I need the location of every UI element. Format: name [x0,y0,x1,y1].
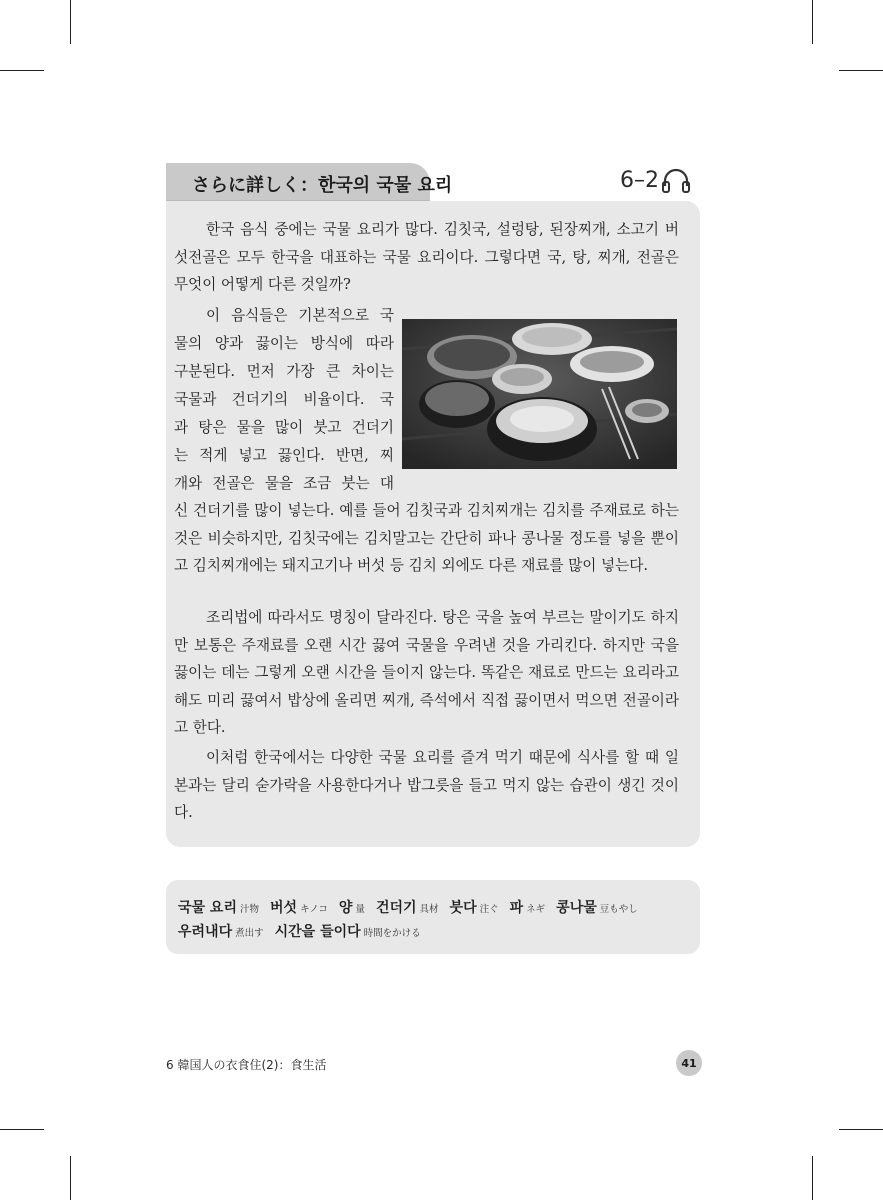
vocab-korean: 콩나물 [556,900,597,916]
vocab-line-2 [178,921,432,941]
vocab-korean: 건더기 [375,900,417,916]
paragraph-2-line: 이 음식들은 기본적으로 국 [206,307,394,324]
paragraph-2-line: 구분된다. 먼저 가장 큰 차이는 [174,363,394,380]
paragraph-2-line: 과 탕은 물을 많이 붓고 건더기 [174,419,394,436]
paragraph-2-line: 개와 전골은 물을 조금 붓는 대 [174,475,394,492]
vocab-line-1 [178,897,649,917]
paragraph-4: 이처럼 한국에서는 다양한 국물 요리를 즐겨 먹기 때문에 식사를 할 때 일본과는 달리 숟가락을 사용한다거나 밥그릇을 들고 먹지 않는 습관이 생긴 것이다. [174,749,679,822]
crop-mark [70,0,71,44]
crop-mark [839,70,883,71]
vocab-korean: 붓다 [449,900,477,916]
paragraph-2-continued: 신 건더기를 많이 넣는다. 예를 들어 김칫국과 김치찌개는 김치를 주재료로 하는 것은 비슷하지만, 김칫국에는 김치말고는 간단히 파나 콩나물 정도를 넣을 뿐이고 김치찌개에는 돼지고기나 버섯 등 김치 외에도 다른 재료를 많이 넣는다. [174,502,679,575]
paragraph-1: 한국 음식 중에는 국물 요리가 많다. 김칫국, 설렁탕, 된장찌개, 소고기 버섯전골은 모두 한국을 대표하는 국물 요리이다. 그렇다면 국, 탕, 찌개, 전골은 무엇이 어떻게 다른 것일까? [174,221,679,294]
vocab-japanese: 汁物 [239,904,259,915]
vocab-japanese: 時間をかける [363,928,421,939]
crop-mark [70,1156,71,1200]
paragraph-2-line: 국물과 건더기의 비율이다. 국 [174,391,394,408]
page-number: 41 [676,1050,702,1076]
vocab-korean: 양 [338,900,353,916]
vocab-korean: 버섯 [270,900,298,916]
vocab-japanese: 豆もやし [599,904,638,915]
vocabulary-box [166,880,700,954]
paragraph-2-line: 물의 양과 끓이는 방식에 따라 [174,335,394,352]
vocab-japanese: 量 [355,904,365,915]
vocab-japanese: 注ぐ [479,904,499,915]
chapter-footer: 6 韓国人の衣食住(2)：食生活 [166,1058,327,1072]
vocab-japanese: 具材 [419,904,439,915]
vocab-korean: 시간을 들이다 [274,924,361,940]
crop-mark [0,70,44,71]
paragraph-3: 조리법에 따라서도 명칭이 달라진다. 탕은 국을 높여 부르는 말이기도 하지만 보통은 주재료를 오랜 시간 끓여 국물을 우려낸 것을 가리킨다. 하지만 국을 끓이는 데는 그렇게 오랜 시간을 들이지 않는다. 똑같은 재료로 만드는 요리라고 해도 미리 끓여서 밥상에 올리면 찌개, 즉석에서 직접 끓이면서 먹으면 전골이라고 한다. [174,609,679,737]
crop-mark [812,0,813,44]
crop-mark [839,1129,883,1130]
vocab-korean: 파 [509,900,524,916]
crop-mark [812,1156,813,1200]
vocab-japanese: ネギ [526,904,546,915]
crop-mark [0,1129,44,1130]
vocab-japanese: キノコ [300,904,328,915]
audio-track-number: 6–2 [620,168,659,193]
paragraph-2-line: 는 적게 넣고 끓인다. 반면, 찌 [174,447,394,464]
section-title: さらに詳しく：한국의 국물 요리 [192,175,453,196]
headphones-icon[interactable] [660,166,692,194]
korean-soup-dishes-photo [402,319,677,469]
vocab-korean: 국물 요리 [178,900,237,916]
vocab-korean: 우려내다 [178,924,233,940]
vocab-japanese: 煮出す [235,928,264,939]
